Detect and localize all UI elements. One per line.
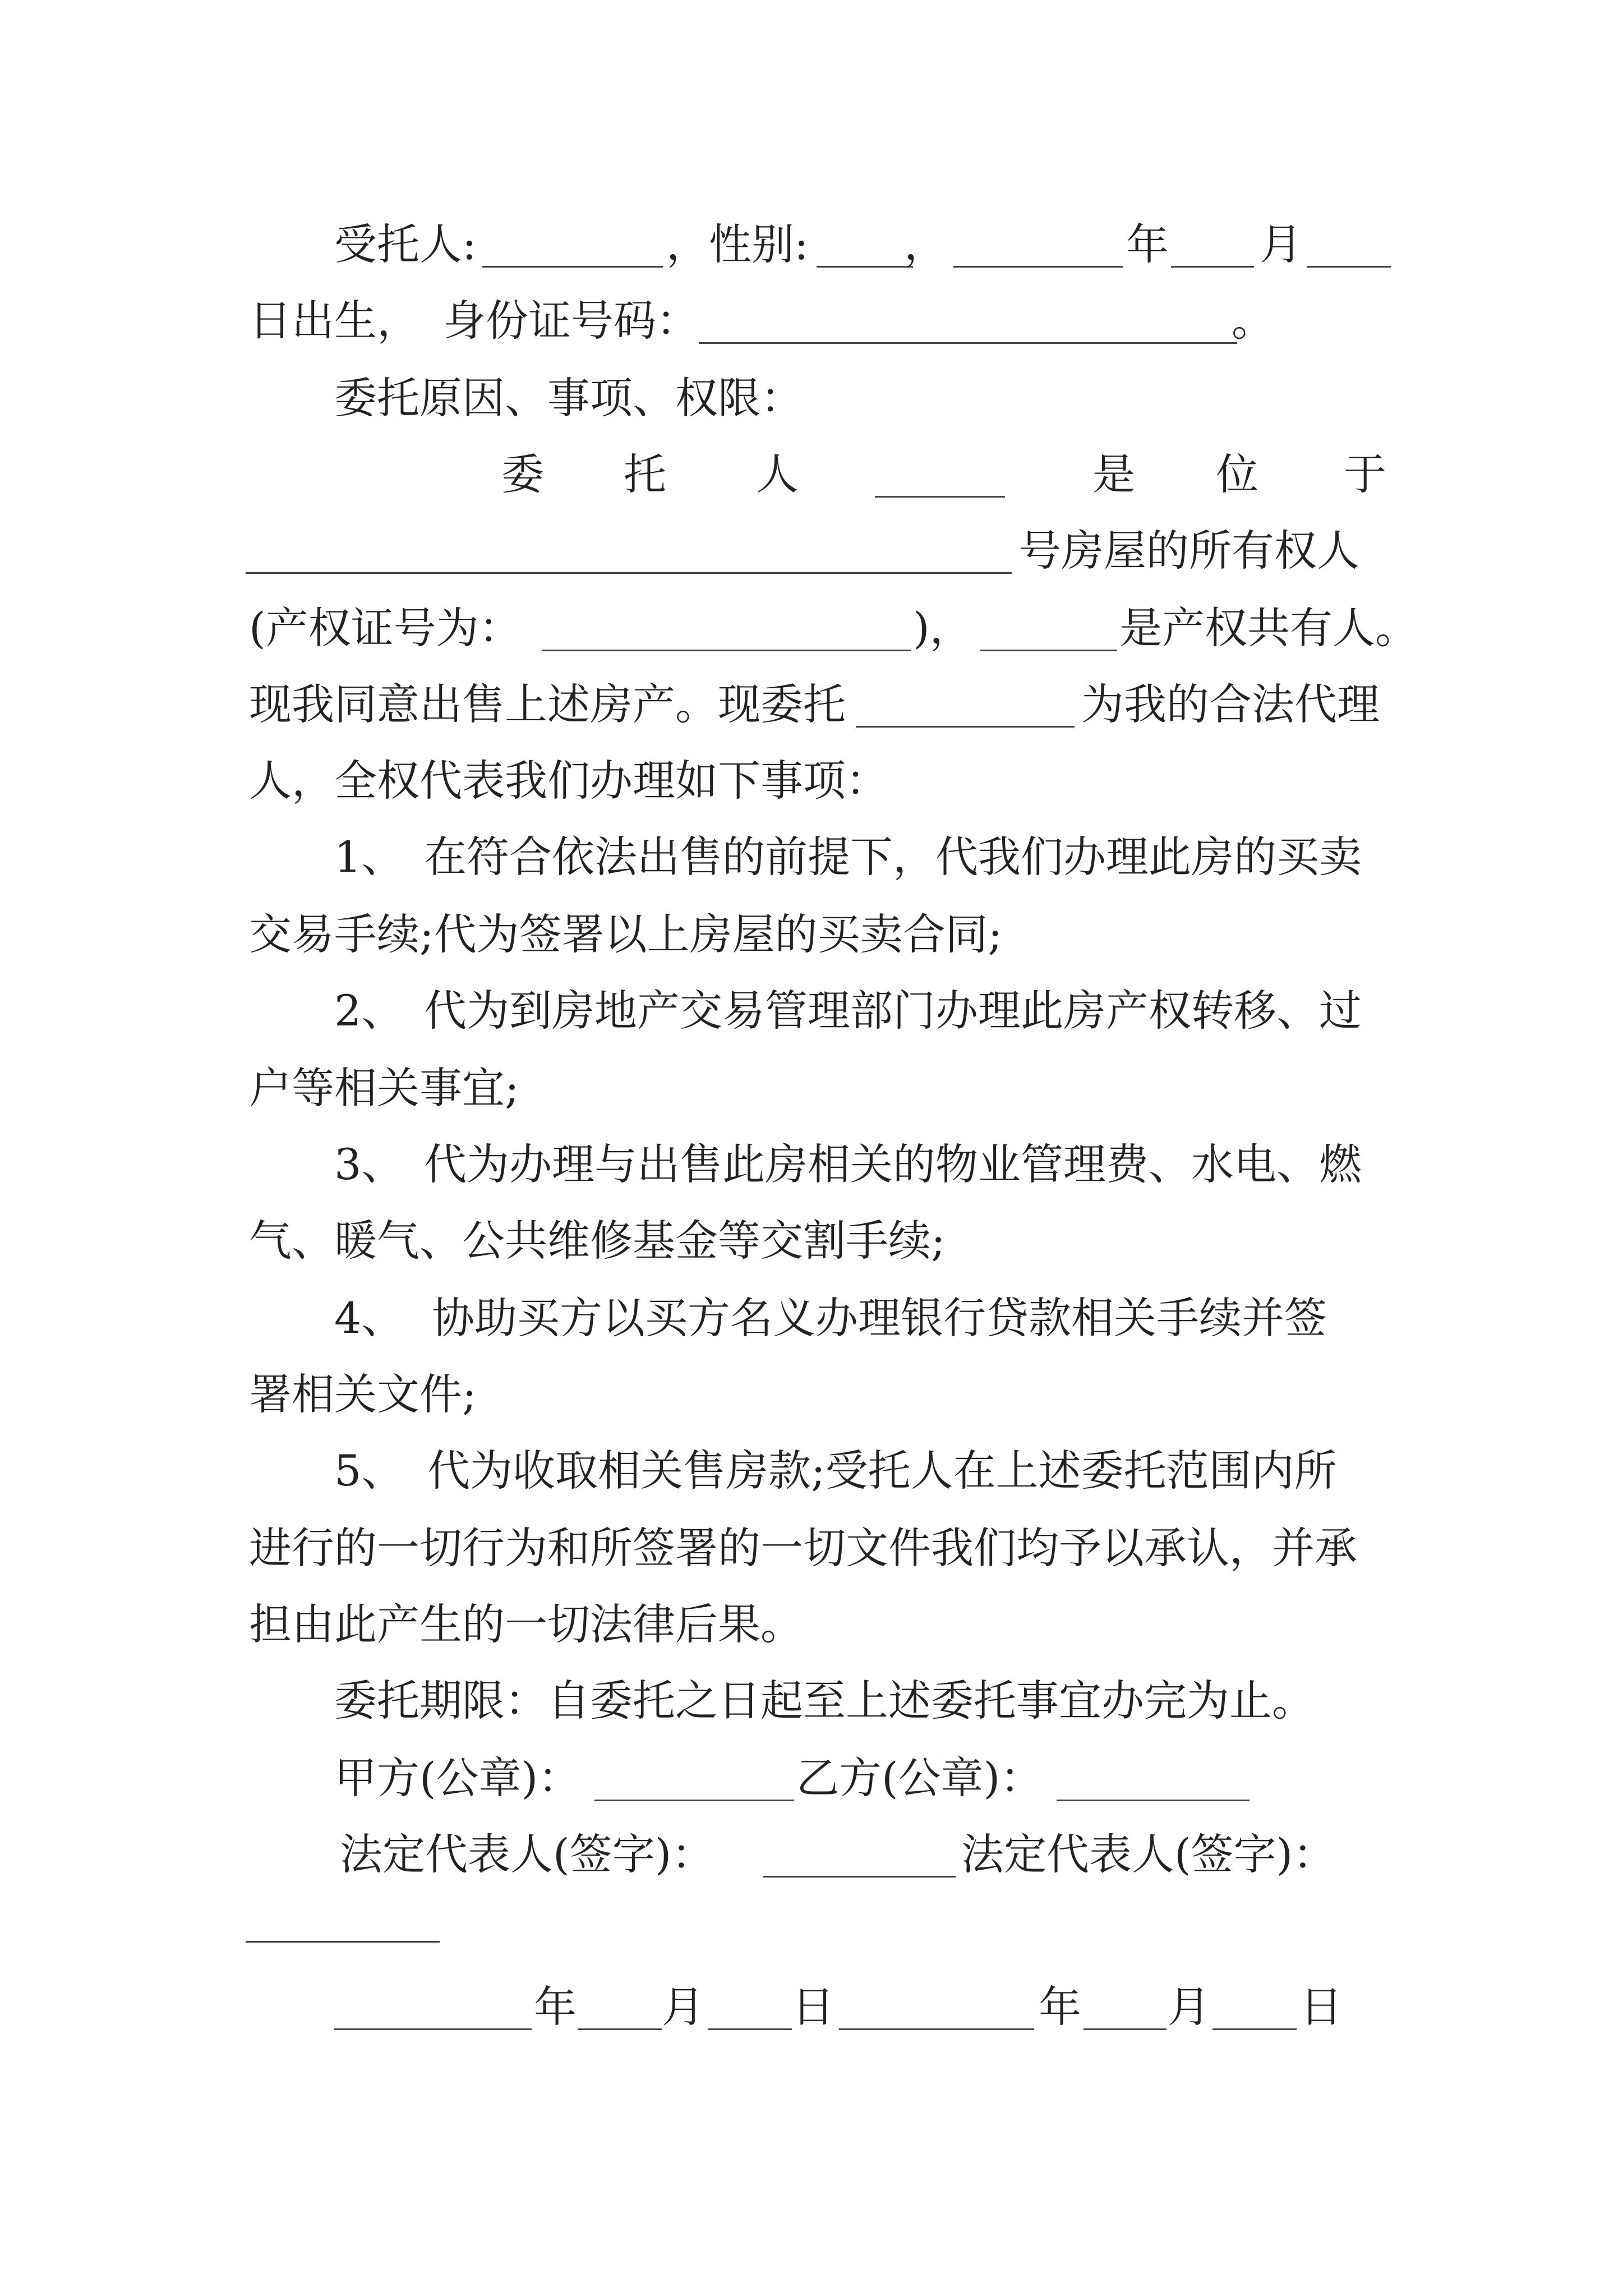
gender-blank[interactable]: [817, 266, 913, 268]
char-ren: 人: [756, 449, 799, 499]
certificate-line: [0, 589, 1623, 668]
certificate-number-blank[interactable]: [542, 650, 911, 651]
party-b-year-label: 年: [1039, 1982, 1081, 2032]
item-3-cont-line: [0, 1202, 1623, 1280]
party-b-month-label: 月: [1168, 1982, 1210, 2032]
party-b-month-blank[interactable]: [1083, 2028, 1166, 2030]
gender-label: ，性别:: [666, 219, 809, 269]
authority-text: 人，全权代表我们办理如下事项：: [249, 756, 888, 806]
co-owner-blank[interactable]: [980, 650, 1117, 651]
party-a-day-label: 日: [792, 1982, 834, 2032]
term-text: 委托期限：自委托之日起至上述委托事宜办完为止。: [334, 1676, 1315, 1726]
item-5-cont: 进行的一切行为和所签署的一切文件我们均予以承认，并承: [249, 1523, 1357, 1573]
char-yu: 于: [1344, 449, 1386, 499]
birth-day-blank[interactable]: [1307, 266, 1391, 268]
char-wei2: 位: [1216, 449, 1258, 499]
item-3-line: [0, 1125, 1623, 1204]
party-a-seal-label: 甲方(公章)：: [334, 1753, 581, 1803]
agent-name-blank[interactable]: [856, 726, 1075, 728]
consent-line: [0, 665, 1623, 744]
party-a-representative-label: 法定代表人(签字)：: [340, 1829, 714, 1879]
period: 。: [1232, 296, 1274, 346]
birth-year-blank[interactable]: [953, 266, 1123, 268]
item-2-text: 代为到房地产交易管理部门办理此房产权转移、过: [424, 986, 1362, 1036]
item-4-number: 4、: [334, 1293, 404, 1343]
certificate-close: )，: [913, 603, 972, 653]
party-b-day-blank[interactable]: [1212, 2028, 1297, 2030]
party-b-representative-label: 法定代表人(签字)：: [961, 1829, 1336, 1879]
party-b-year-blank[interactable]: [839, 2028, 1034, 2030]
party-a-month-blank[interactable]: [578, 2028, 662, 2030]
item-1-number: 1、: [334, 832, 404, 882]
representative-line: [0, 1815, 1623, 1894]
item-4-text: 协助买方以买方名义办理银行贷款相关手续并签: [432, 1293, 1327, 1343]
item-4-line: [0, 1279, 1623, 1358]
item-1-cont-line: [0, 895, 1623, 974]
date-line: [0, 1968, 1623, 2046]
item-5-cont-line: [0, 1509, 1623, 1588]
party-a-month-label: 月: [662, 1982, 704, 2032]
comma: ，: [904, 219, 947, 269]
party-a-year-label: 年: [534, 1982, 577, 2032]
year-label: 年: [1126, 219, 1169, 269]
party-a-representative-blank[interactable]: [763, 1876, 956, 1878]
term-line: [0, 1662, 1623, 1740]
char-shi: 是: [1092, 449, 1135, 499]
item-5-line: [0, 1432, 1623, 1510]
birth-id-line: [0, 282, 1623, 360]
item-3-number: 3、: [334, 1139, 404, 1189]
principal-name-blank[interactable]: [875, 496, 1005, 498]
item-1-line: [0, 818, 1623, 896]
owner-text: 号房屋的所有权人: [1018, 526, 1359, 576]
authority-line: [0, 742, 1623, 820]
month-label: 月: [1260, 219, 1302, 269]
id-number-label: 身份证号码：: [443, 296, 699, 346]
party-a-year-blank[interactable]: [334, 2028, 532, 2030]
item-1-cont: 交易手续;代为签署以上房屋的买卖合同;: [249, 909, 1003, 959]
party-a-seal-blank[interactable]: [594, 1800, 794, 1801]
co-owner-text: 是产权共有人。: [1119, 603, 1418, 653]
party-a-day-blank[interactable]: [708, 2028, 792, 2030]
reason-heading-line: [0, 359, 1623, 438]
party-b-seal-label: 乙方(公章)：: [796, 1753, 1043, 1803]
char-wei: 委: [501, 449, 544, 499]
trustee-name-blank[interactable]: [482, 266, 663, 268]
party-b-representative-blank[interactable]: [246, 1941, 440, 1943]
id-number-blank[interactable]: [699, 342, 1237, 344]
char-tuo: 托: [624, 449, 666, 499]
property-address-line: [0, 512, 1623, 590]
item-2-line: [0, 972, 1623, 1050]
item-3-cont: 气、暖气、公共维修基金等交割手续;: [249, 1216, 946, 1266]
item-4-cont: 署相关文件;: [249, 1369, 477, 1419]
item-3-text: 代为办理与出售此房相关的物业管理费、水电、燃: [424, 1139, 1362, 1189]
party-b-seal-blank[interactable]: [1057, 1800, 1249, 1801]
item-5-text: 代为收取相关售房款;受托人在上述委托范围内所: [427, 1446, 1337, 1496]
item-2-cont: 户等相关事宜;: [249, 1063, 519, 1113]
birth-label: 日出生，: [249, 296, 419, 346]
agent-text: 为我的合法代理: [1081, 679, 1380, 729]
birth-month-blank[interactable]: [1171, 266, 1254, 268]
principal-line: [0, 435, 1623, 514]
consent-text: 现我同意出售上述房产。现委托: [249, 679, 846, 729]
item-1-text: 在符合依法出售的前提下，代我们办理此房的买卖: [424, 832, 1362, 882]
item-4-cont-line: [0, 1355, 1623, 1434]
trustee-line: [0, 205, 1623, 284]
item-5-cont2: 担由此产生的一切法律后果。: [249, 1599, 803, 1649]
item-5-number: 5、: [334, 1446, 404, 1496]
item-5-cont2-line: [0, 1585, 1623, 1664]
item-2-cont-line: [0, 1049, 1623, 1128]
seal-line: [0, 1739, 1623, 1818]
item-2-number: 2、: [334, 986, 404, 1036]
certificate-label: (产权证号为：: [249, 603, 522, 653]
trustee-label: 受托人:: [334, 219, 477, 269]
party-b-day-label: 日: [1300, 1982, 1343, 2032]
reason-heading: 委托原因、事项、权限：: [334, 373, 803, 423]
property-address-blank[interactable]: [246, 572, 1012, 574]
